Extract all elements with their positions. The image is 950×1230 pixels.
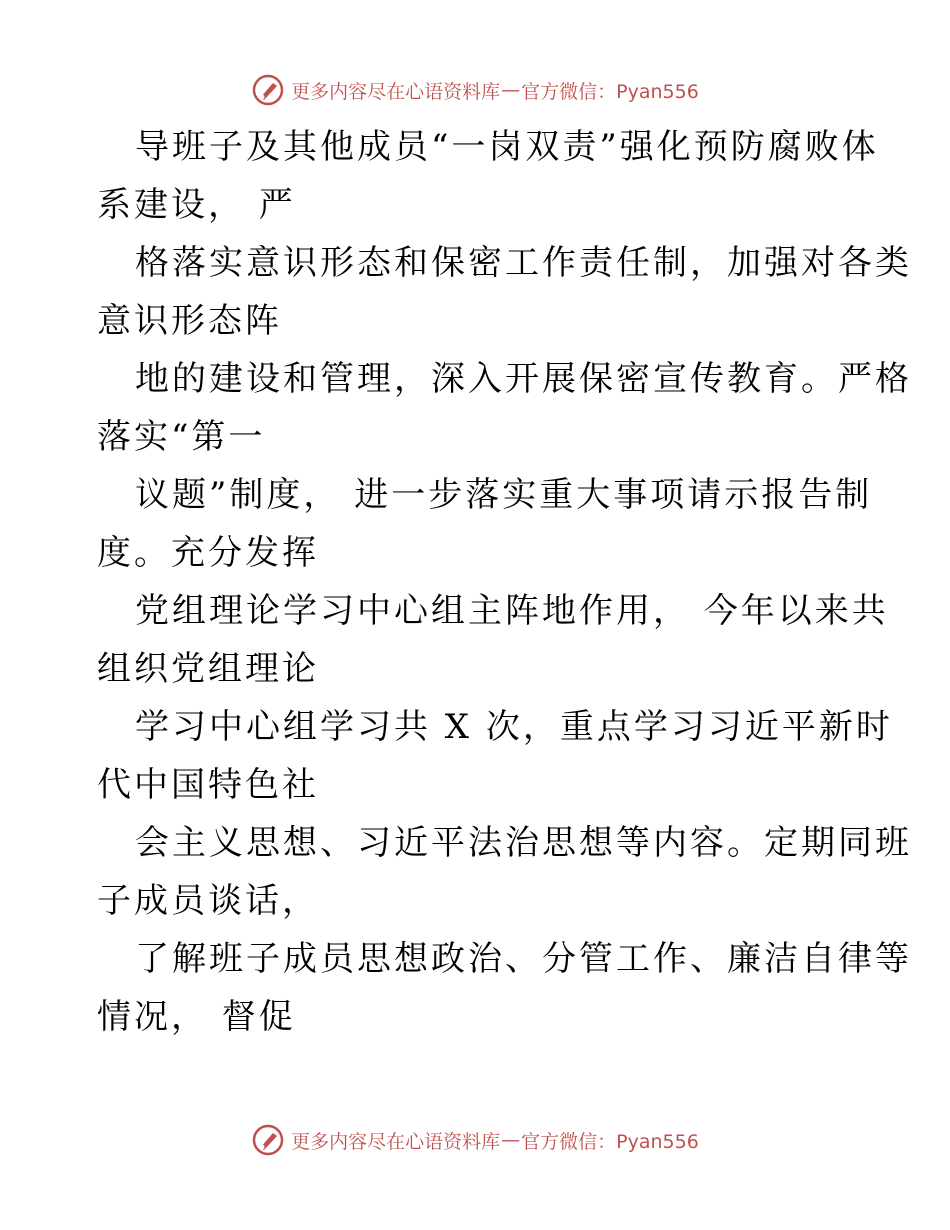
paragraph-line: 党组理论学习中心组主阵地作用， 今年以来共 (135, 591, 889, 631)
paragraph-line: 子成员谈话， (97, 881, 319, 921)
header-separator: — (501, 79, 521, 101)
paragraph-line: 组织党组理论 (97, 649, 319, 689)
header-brand-text: 更多内容尽在心语资料库 (291, 80, 501, 103)
paragraph-line: 会主义思想、习近平法治思想等内容。定期同班 (135, 823, 912, 863)
paragraph-line: 学习中心组学习共 X 次，重点学习习近平新时 (135, 707, 893, 747)
pen-logo-icon (251, 73, 285, 107)
paragraph-line: 系建设， 严 (97, 185, 296, 225)
document-body (97, 118, 912, 1046)
footer-separator: — (501, 1129, 521, 1151)
paragraph-line: 落实“第一 (97, 417, 266, 457)
paragraph-line: 地的建设和管理，深入开展保密宣传教育。严格 (135, 359, 912, 399)
paragraph-line: 格落实意识形态和保密工作责任制，加强对各类 (135, 243, 912, 283)
header-watermark (0, 70, 950, 110)
paragraph-line: 代中国特色社 (97, 765, 319, 805)
footer-watermark (0, 1120, 950, 1160)
pen-logo-icon (251, 1123, 285, 1157)
paragraph-line: 情况， 督促 (97, 997, 296, 1037)
footer-brand-text: 更多内容尽在心语资料库 (291, 1130, 501, 1153)
footer-contact-text: 官方微信：Pyan556 (521, 1130, 699, 1153)
paragraph-line: 度。充分发挥 (97, 533, 319, 573)
paragraph-line: 导班子及其他成员“一岗双责”强化预防腐败体 (135, 127, 879, 167)
paragraph-line: 意识形态阵 (97, 301, 282, 341)
header-contact-text: 官方微信：Pyan556 (521, 80, 699, 103)
paragraph-line: 了解班子成员思想政治、分管工作、廉洁自律等 (135, 939, 912, 979)
paragraph-line: 议题”制度， 进一步落实重大事项请示报告制 (135, 475, 873, 515)
